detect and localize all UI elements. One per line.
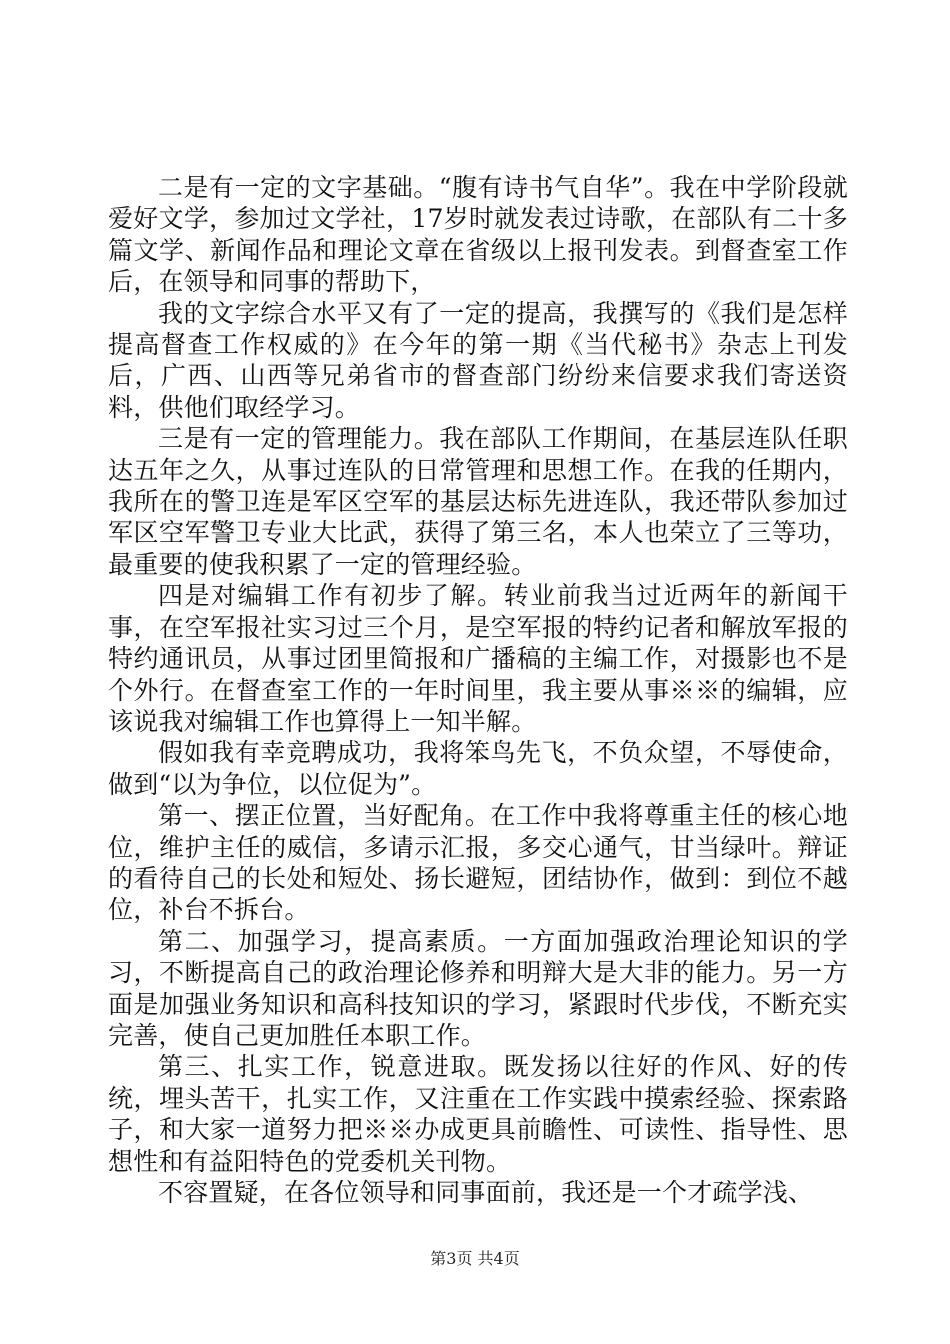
document-body — [108, 172, 848, 1208]
paragraph-5: 假如我有幸竞聘成功，我将笨鸟先飞，不负众望，不辱使命，做到“以为争位，以位促为”。 — [108, 738, 848, 799]
paragraph-9: 不容置疑，在各位领导和同事面前，我还是一个才疏学浅、 — [158, 1178, 814, 1207]
paragraph-4: 四是对编辑工作有初步了解。转业前我当过近两年的新闻干事，在空军报社实习过三个月，是空军报的特约记者和解放军报的特约通讯员，从事过团里简报和广播稿的主编工作，对摄影也不是个外行。在督查室工作的一年时间里，我主要从事※※的编辑，应该说我对编辑工作也算得上一知半解。 — [108, 581, 848, 736]
paragraph-2: 我的文字综合水平又有了一定的提高，我撰写的《我们是怎样提高督查工作权威的》在今年的第一期《当代秘书》杂志上刊发后，广西、山西等兄弟省市的督查部门纷纷来信要求我们寄送资料，供他们取经学习。 — [108, 298, 848, 422]
paragraph-3: 三是有一定的管理能力。我在部队工作期间，在基层连队任职达五年之久，从事过连队的日常管理和思想工作。在我的任期内，我所在的警卫连是军区空军的基层达标先进连队，我还带队参加过军区空军警卫专业大比武，获得了第三名，本人也荣立了三等功，最重要的使我积累了一定的管理经验。 — [108, 424, 848, 579]
paragraph-1: 二是有一定的文字基础。“腹有诗书气自华”。我在中学阶段就爱好文学，参加过文学社，17岁时就发表过诗歌，在部队有二十多篇文学、新闻作品和理论文章在省级以上报刊发表。到督查室工作后，在领导和同事的帮助下， — [108, 173, 848, 297]
paragraph-8: 第三、扎实工作，锐意进取。既发扬以往好的作风、好的传统，埋头苦干，扎实工作，又注重在工作实践中摸索经验、探索路子，和大家一道努力把※※办成更具前瞻性、可读性、指导性、思想性和有益阳特色的党委机关刊物。 — [108, 1052, 848, 1176]
page-footer — [0, 1246, 950, 1269]
paragraph-7: 第二、加强学习，提高素质。一方面加强政治理论知识的学习，不断提高自己的政治理论修养和明辩大是大非的能力。另一方面是加强业务知识和高科技知识的学习，紧跟时代步伐，不断充实完善，使自己更加胜任本职工作。 — [108, 926, 848, 1050]
page-number: 第3页 共4页 — [430, 1249, 520, 1268]
paragraph-6: 第一、摆正位置，当好配角。在工作中我将尊重主任的核心地位，维护主任的威信，多请示汇报，多交心通气，甘当绿叶。辩证的看待自己的长处和短处、扬长避短，团结协作，做到：到位不越位，补台不拆台。 — [108, 801, 848, 925]
